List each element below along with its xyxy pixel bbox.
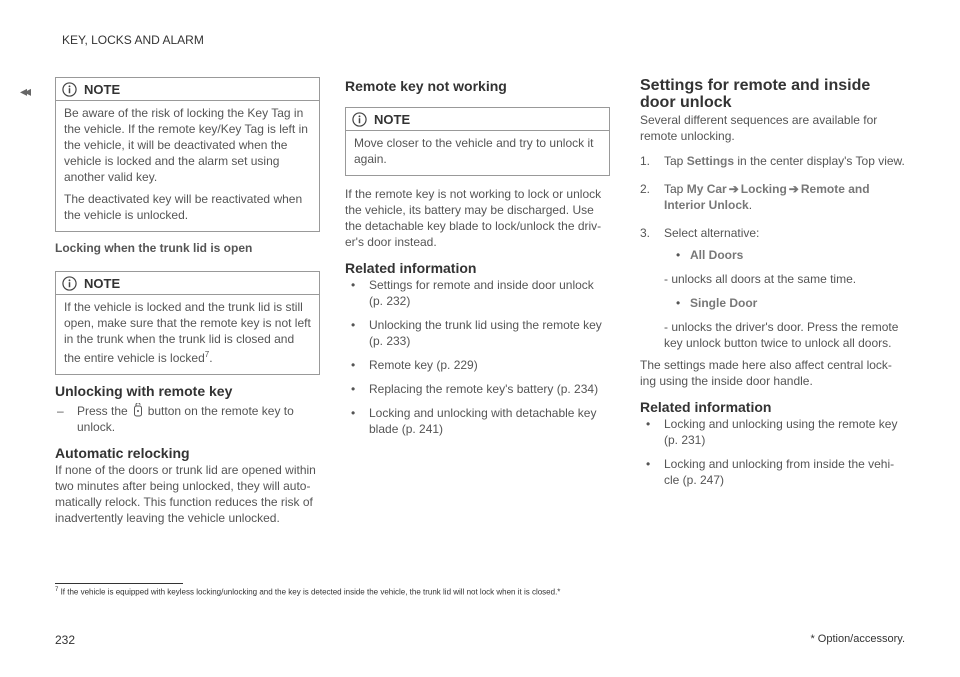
page-header: KEY, LOCKS AND ALARM [62, 33, 204, 47]
footnote-number: 7 [55, 587, 59, 593]
related-link[interactable]: • Settings for remote and inside door unlock (p. 232) [345, 277, 610, 309]
step-number: 3. [640, 226, 651, 240]
all-doors-desc: - unlocks all doors at the same time. [664, 272, 857, 286]
note-text: If the vehicle is locked and the trunk lid is still open, make sure that the remote key is not left in the trunk when the trunk lid is closed and the entire vehicle is locked [64, 300, 311, 365]
related-info-list [640, 416, 905, 496]
note-box-trunk [55, 271, 320, 375]
heading-remote-not-working: Remote key not working [345, 78, 507, 94]
single-door-option[interactable]: Single Door [690, 296, 758, 310]
unlock-step [55, 403, 320, 435]
previous-page-marker: ◂◂ [20, 83, 29, 99]
settings-link[interactable]: Settings [686, 154, 735, 168]
all-doors-option[interactable]: All Doors [690, 248, 744, 262]
info-icon [352, 112, 367, 127]
note-title: NOTE [374, 111, 411, 127]
note-body [56, 101, 319, 231]
step-end: . [748, 198, 753, 212]
note-header [56, 78, 319, 101]
settings-steps [640, 153, 905, 351]
note-end: . [209, 351, 213, 365]
heading-automatic-relocking: Automatic relocking [55, 445, 190, 461]
remote-not-working-text: If the remote key is not working to lock or unlock the vehicle, its battery may be discharged. Use the detachable key blade to lock/unlock the driv-er's door instead. [345, 187, 602, 249]
unlock-step-after: button on the remote key to unlock. [77, 404, 294, 434]
step-tap: Tap [664, 182, 684, 196]
step-3 [640, 225, 905, 241]
related-info-heading: Related information [345, 260, 477, 276]
step-1 [640, 153, 905, 169]
info-icon [62, 276, 77, 291]
note-title: NOTE [84, 81, 121, 97]
note-header [56, 272, 319, 295]
heading-settings-remote-unlock: Settings for remote and inside door unlock [640, 77, 871, 111]
remote-unlock-button-icon [133, 403, 143, 417]
unlock-step-before: Press the [77, 404, 128, 418]
note-box-key-tag [55, 77, 320, 232]
step-2 [640, 181, 905, 213]
remote-interior-unlock-link[interactable]: Remote and Interior Unlock [664, 182, 870, 212]
settings-after-text: The settings made here also affect central lock-ing using the inside door handle. [640, 358, 892, 388]
note-body [346, 131, 609, 175]
related-link[interactable]: • Unlocking the trunk lid using the remote key (p. 233) [345, 317, 610, 349]
note-box-move-closer [345, 107, 610, 176]
bullet: • [676, 296, 681, 310]
related-info-list [345, 277, 610, 445]
related-info-heading: Related information [640, 399, 772, 415]
footnote-divider [55, 583, 183, 584]
related-link[interactable]: • Replacing the remote key's battery (p. 234) [345, 381, 610, 397]
footnote [55, 587, 560, 597]
step-rest: in the center display's Top view. [737, 154, 905, 168]
related-link[interactable]: • Locking and unlocking from inside the vehi-cle (p. 247) [640, 456, 905, 488]
step-text: Select alternative: [664, 226, 760, 240]
note-header [346, 108, 609, 131]
settings-intro: Several different sequences are available for remote unlocking. [640, 113, 878, 143]
arrow-right-icon: ➔ [728, 182, 739, 196]
note-paragraph: Be aware of the risk of locking the Key Tag in the vehicle. If the remote key/Key Tag is left in the vehicle, it will be deactivated when the vehicle is locked and the alarm set using another valid key. [64, 106, 308, 184]
note-title: NOTE [84, 275, 121, 291]
note-text: Move closer to the vehicle and try to unlock it again. [354, 136, 594, 166]
note-body [56, 295, 319, 374]
option-all-doors [676, 247, 905, 263]
heading-unlocking-remote: Unlocking with remote key [55, 383, 233, 399]
page-number: 232 [55, 633, 76, 647]
single-door-desc: - unlocks the driver's door. Press the remote key unlock button twice to unlock all doors. [664, 320, 899, 350]
step-number: 1. [640, 154, 651, 168]
step-number: 2. [640, 182, 651, 196]
footnote-text: If the vehicle is equipped with keyless locking/unlocking and the key is detected inside the vehicle, the trunk lid will not lock when it is closed. [60, 587, 558, 597]
my-car-link[interactable]: My Car [686, 182, 727, 196]
option-single-door [676, 295, 905, 311]
note-paragraph: The deactivated key will be reactivated when the vehicle is unlocked. [64, 192, 303, 222]
info-icon [62, 82, 77, 97]
related-link[interactable]: • Locking and unlocking using the remote key (p. 231) [640, 416, 905, 448]
bullet: • [676, 248, 681, 262]
arrow-right-icon: ➔ [788, 182, 799, 196]
locking-link[interactable]: Locking [740, 182, 787, 196]
footnote-ref: 7 [204, 350, 210, 359]
step-tap: Tap [664, 154, 684, 168]
footnote-star: * [557, 587, 561, 597]
related-link[interactable]: • Locking and unlocking with detachable key blade (p. 241) [345, 405, 610, 437]
subheading-trunk-open: Locking when the trunk lid is open [55, 241, 253, 255]
auto-relock-text: If none of the doors or trunk lid are opened within two minutes after being unlocked, they will auto-matically relock. This function reduces the risk of inadvertently leaving the vehicle unlocked. [55, 463, 316, 525]
option-accessory-note: * Option/accessory. [810, 633, 905, 645]
related-link[interactable]: • Remote key (p. 229) [345, 357, 610, 373]
